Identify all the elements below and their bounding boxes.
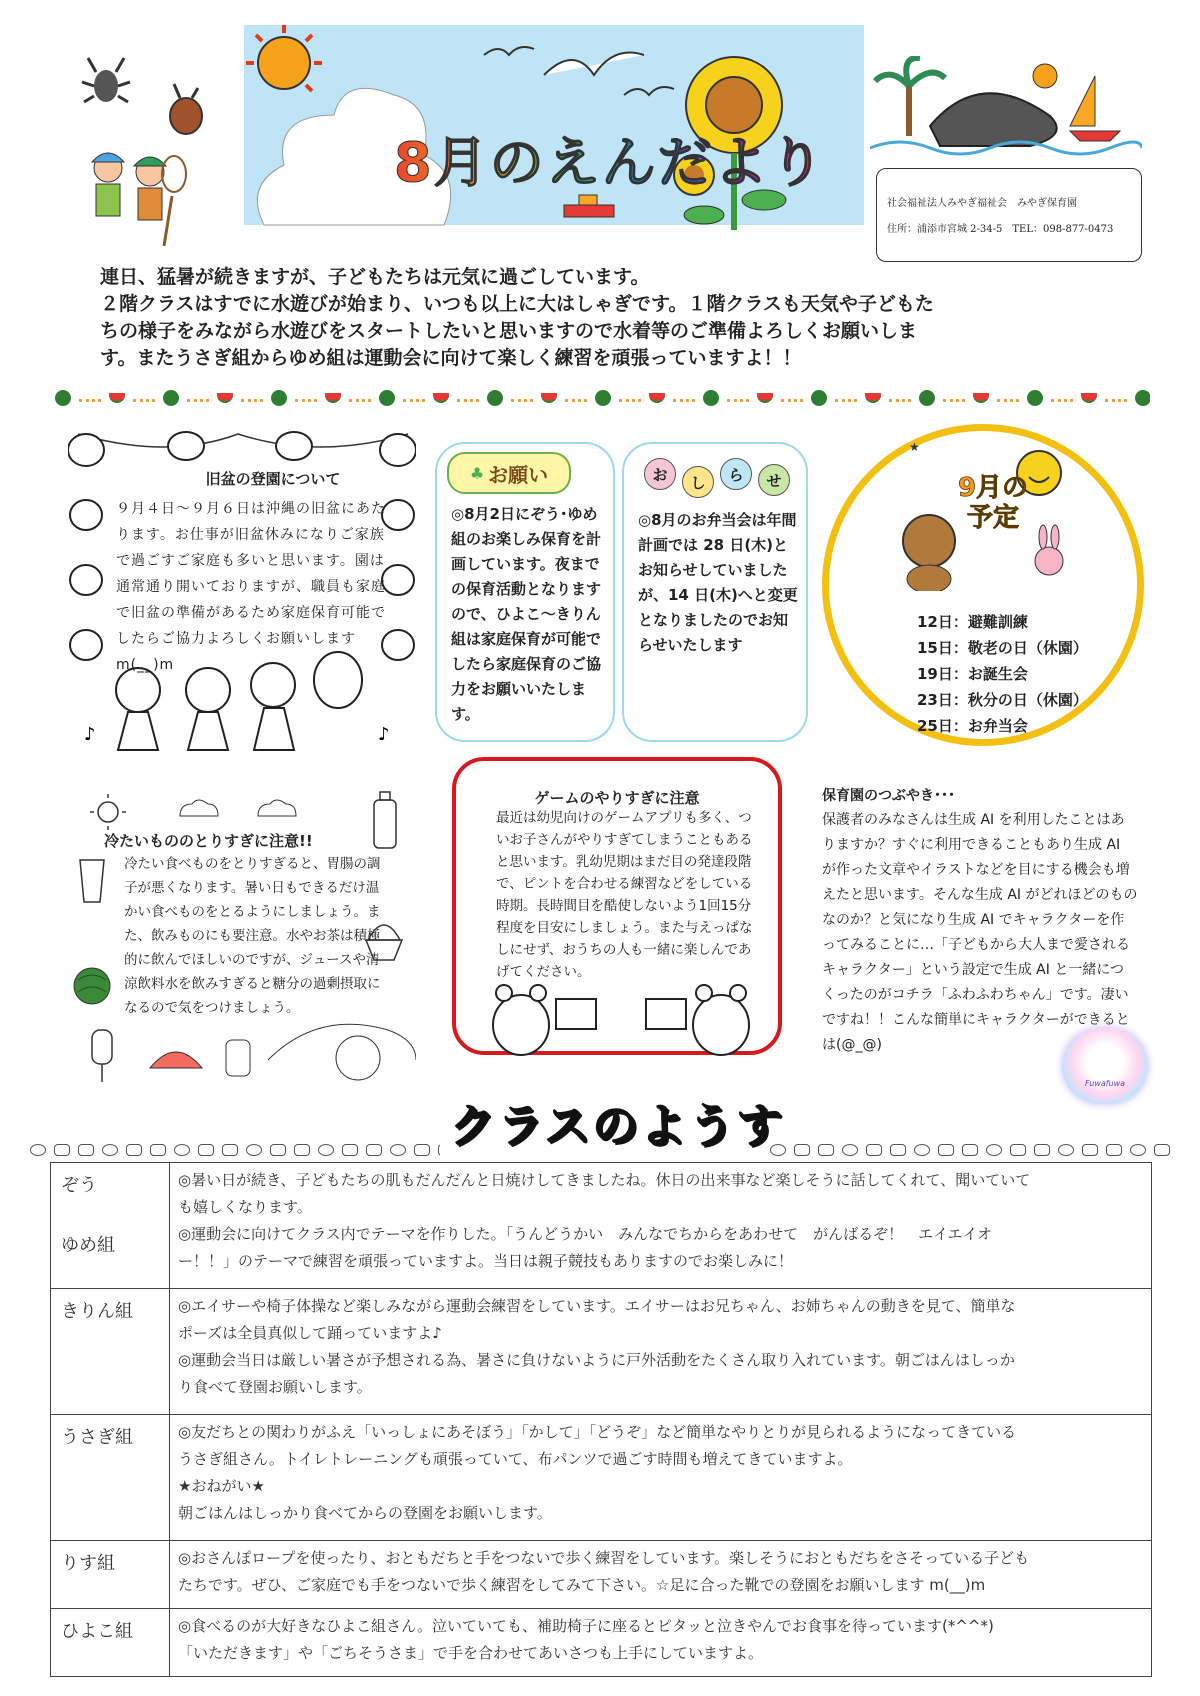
- doodle-divider-right: [770, 1140, 1170, 1160]
- class-name-cell: [51, 1541, 170, 1609]
- watermelon-slice-icon: [1081, 393, 1097, 403]
- watermelon-icon: [1027, 390, 1043, 406]
- table-row: [51, 1541, 1152, 1609]
- doodle-icon: [342, 1144, 358, 1156]
- divider-dots: [727, 395, 749, 402]
- notice-body: ◎8月のお弁当会は年間計画では 28 日(木)とお知らせしていましたが、14 日(木)へと変更となりましたのでお知らせいたします: [638, 511, 798, 654]
- request-body: ◎8月2日にぞう･ゆめ組のお楽しみ保育を計画しています。夜までの保育活動となりますので、ひよこ～きりん組は家庭保育が可能でしたら家庭保育のご協力をお願いいたします。: [451, 505, 602, 723]
- watermelon-divider: [55, 388, 1150, 408]
- tanuki-icon: [903, 515, 955, 591]
- org-info-box: [876, 168, 1142, 262]
- org-name: 社会福祉法人みやぎ福祉会 みやぎ保育園: [887, 198, 1077, 209]
- class-body-cell: [170, 1415, 1152, 1541]
- doodle-icon: [1130, 1144, 1146, 1156]
- game-heading: ゲームのやりすぎに注意: [534, 789, 700, 807]
- doodle-icon: [962, 1144, 978, 1156]
- bear-icon: [693, 995, 749, 1055]
- divider-dots: [349, 395, 371, 402]
- divider-dots: [835, 395, 857, 402]
- notice-badge-char: ら: [720, 458, 752, 490]
- class-body-cell: [170, 1289, 1152, 1415]
- september-badge: 9月の予定: [957, 473, 1029, 533]
- watermelon-slice-icon: [433, 393, 449, 403]
- class-name-cell: [51, 1415, 170, 1541]
- intro-line: す。またうさぎ組からゆめ組は運動会に向けて楽しく練習を頑張っていますよ！！: [100, 347, 802, 369]
- request-box: [435, 442, 615, 742]
- watermelon-slice-icon: [973, 393, 989, 403]
- divider-dots: [943, 395, 965, 402]
- monitor-icon: [556, 999, 596, 1029]
- class-line: ◎食べるのが大好きなひよこ組さん。泣いていても、補助椅子に座るとピタッと泣きやんでお食事を待っています(*^^*): [178, 1617, 994, 1635]
- fuwafuwa-mascot: [1062, 1028, 1148, 1104]
- doodle-icon: [1082, 1144, 1098, 1156]
- watermelon-icon: [1135, 390, 1150, 406]
- obon-heading: 旧盆の登園について: [205, 470, 341, 488]
- september-item: 23日：秋分の日（休園）: [917, 691, 1088, 709]
- table-row: [51, 1289, 1152, 1415]
- watermelon-slice-icon: [757, 393, 773, 403]
- class-line: ◎運動会に向けてクラス内でテーマを作りした。「うんどうかい みんなでちからをあわせて がんばるぞ！ エイエイオ: [178, 1225, 993, 1243]
- whale-island-illustration: [870, 56, 1142, 166]
- intro-message: [100, 264, 1130, 372]
- doodle-icon: [222, 1144, 238, 1156]
- cloud-outline-icon: [180, 800, 218, 816]
- class-name: うさぎ組: [61, 1427, 133, 1448]
- doodle-icon: [842, 1144, 858, 1156]
- class-line: ◎エイサーや椅子体操など楽しみながら運動会練習をしています。エイサーはお兄ちゃん、お姉ちゃんの動きを見て、簡単な: [178, 1297, 1016, 1315]
- divider-dots: [565, 395, 587, 402]
- doodle-icon: [102, 1144, 118, 1156]
- intro-line: ちの様子をみながら水遊びをスタートしたいと思いますので水着等のご準備よろしくお願いしま: [100, 320, 918, 342]
- doodle-icon: [198, 1144, 214, 1156]
- class-body-cell: [170, 1541, 1152, 1609]
- class-line: ポーズは全員真似して踊っていますよ♪: [178, 1324, 442, 1342]
- can-icon: [226, 1040, 250, 1076]
- divider-dots: [241, 395, 263, 402]
- class-name: ゆめ組: [61, 1235, 115, 1256]
- class-name: きりん組: [61, 1301, 133, 1322]
- summer-kids-illustration: [80, 56, 240, 246]
- doodle-icon: [818, 1144, 834, 1156]
- sun-outline-icon: [90, 794, 126, 830]
- september-list: [917, 609, 1088, 739]
- watermelon-slice-icon: [541, 393, 557, 403]
- notice-badge: [644, 458, 790, 498]
- popsicle-icon: [92, 1030, 112, 1082]
- watermelon-slice-icon: [217, 393, 233, 403]
- class-line: 朝ごはんはしっかり食べてからの登園をお願いします。: [178, 1504, 552, 1522]
- small-sun-icon: [1033, 64, 1057, 88]
- doodle-icon: [794, 1144, 810, 1156]
- doodle-icon: [890, 1144, 906, 1156]
- notice-badge-char: し: [682, 466, 714, 498]
- class-line: ◎運動会当日は厳しい暑さが予想される為、暑さに負けないように戸外活動をたくさん取り入れています。朝ごはんはしっか: [178, 1351, 1015, 1369]
- watermelon-icon: [487, 390, 503, 406]
- divider-dots: [619, 395, 641, 402]
- doodle-icon: [390, 1144, 406, 1156]
- watermelon-icon: [271, 390, 287, 406]
- divider-dots: [1051, 395, 1073, 402]
- watermelon-slice-icon: [325, 393, 341, 403]
- divider-dots: [79, 395, 101, 402]
- doodle-icon: [1154, 1144, 1170, 1156]
- obon-section: [68, 420, 416, 780]
- mascot-caption: Fuwafuwa: [1084, 1079, 1126, 1088]
- monitor-icon: [646, 999, 686, 1029]
- stag-beetle-icon: [82, 58, 130, 102]
- watermelon-icon: [703, 390, 719, 406]
- bears-gaming-illustration: [486, 979, 756, 1057]
- doodle-icon: [54, 1144, 70, 1156]
- cloud-outline-icon: [258, 800, 296, 816]
- drink-cup-icon: [80, 860, 104, 902]
- class-name: ひよこ組: [61, 1621, 133, 1642]
- watermelon-icon: [811, 390, 827, 406]
- doodle-icon: [246, 1144, 262, 1156]
- class-section-title: クラスのようす: [450, 1099, 785, 1153]
- notice-box: [622, 442, 808, 742]
- september-schedule: [822, 424, 1144, 746]
- doodle-icon: [1058, 1144, 1074, 1156]
- class-name-cell: [51, 1609, 170, 1677]
- watermelon-icon: [919, 390, 935, 406]
- september-item: 15日：敬老の日（休園）: [917, 639, 1088, 657]
- doodle-icon: [78, 1144, 94, 1156]
- table-row: [51, 1415, 1152, 1541]
- sailboat-icon: [1070, 76, 1120, 141]
- class-line: ★おねがい★: [178, 1477, 265, 1495]
- class-line: うさぎ組さん。トイレトレーニングも頑張っていて、布パンツで過ごす時間も増えてきていますよ。: [178, 1450, 853, 1468]
- doodle-icon: [914, 1144, 930, 1156]
- class-line: 「いただきます」や「ごちそうさま」で手を合わせてあいさつも上手にしていますよ。: [178, 1644, 764, 1662]
- doodle-icon: [986, 1144, 1002, 1156]
- divider-dots: [673, 395, 695, 402]
- divider-dots: [187, 395, 209, 402]
- tweet-heading: 保育園のつぶやき･･･: [822, 788, 955, 804]
- doodle-icon: [866, 1144, 882, 1156]
- intro-line: ２階クラスはすでに水遊びが始まり、いつも以上に大はしゃぎです。１階クラスも天気や子どもた: [100, 293, 934, 315]
- header-banner: [244, 25, 864, 255]
- september-item: 25日：お弁当会: [917, 717, 1028, 735]
- doodle-icon: [30, 1144, 46, 1156]
- class-name: りす組: [61, 1553, 115, 1574]
- kids-with-net-icon: [92, 153, 186, 246]
- class-line: たちです。ぜひ、ご家庭でも手をつないで歩く練習をしてみて下さい。☆足に合った靴での登園をお願いします m(__)m: [178, 1576, 986, 1594]
- class-line: ー！！」のテーマで練習を頑張っていますよ。当日は親子競技もありますのでお楽しみに！: [178, 1252, 794, 1270]
- game-warning-box: [452, 757, 782, 1055]
- bottle-icon: [374, 792, 396, 848]
- boat-icon: [564, 195, 614, 217]
- table-row: [51, 1609, 1152, 1677]
- divider-dots: [133, 395, 155, 402]
- class-line: り食べて登園お願いします。: [178, 1378, 372, 1396]
- doodle-divider-left: [30, 1140, 440, 1160]
- notice-badge-char: せ: [758, 464, 790, 496]
- doodle-icon: [1010, 1144, 1026, 1156]
- doodle-icon: [150, 1144, 166, 1156]
- request-badge: [447, 452, 571, 494]
- music-note-icon: ♪: [84, 724, 96, 745]
- music-note-icon: ♪: [378, 724, 390, 745]
- divider-dots: [889, 395, 911, 402]
- intro-line: 連日、猛暑が続きますが、子どもたちは元気に過ごしています。: [100, 266, 650, 288]
- doodle-icon: [770, 1144, 786, 1156]
- cold-foods-section: [68, 790, 416, 1090]
- watermelon-icon: [379, 390, 395, 406]
- watermelon-icon: [55, 390, 71, 406]
- notice-badge-char: お: [644, 458, 676, 490]
- org-address: 住所：浦添市宮城 2-34-5 TEL：098-877-0473: [887, 224, 1114, 235]
- doodle-icon: [1106, 1144, 1122, 1156]
- star-icon: ★: [909, 441, 920, 454]
- divider-dots: [457, 395, 479, 402]
- cold-foods-heading: 冷たいもののとりすぎに注意!!: [104, 832, 313, 850]
- tweet-body: 保護者のみなさんは生成 AI を利用したことはありますか？すぐに利用できることもあり生成 AI が作った文章やイラストなどを目にする機会も増えたと思います。そんな生成 AI がどれほどのものなのか？と気になり生成 AI でキャラクターを作ってみることに…「子どもから大人まで愛されるキャラクター」という設定で生成 AI と一緒につくったのがコチラ「ふわふわちゃん」です。凄いですね！！こんな簡単にキャラクターができるとは(@_@): [822, 812, 1138, 1053]
- banner-title-text: 8月のえんだより: [394, 131, 826, 194]
- doodle-icon: [270, 1144, 286, 1156]
- divider-dots: [295, 395, 317, 402]
- watermelon-icon: [74, 968, 110, 1004]
- class-table: [50, 1162, 1152, 1677]
- divider-dots: [781, 395, 803, 402]
- watermelon-slice-icon: [865, 393, 881, 403]
- doodle-icon: [366, 1144, 382, 1156]
- divider-dots: [1105, 395, 1127, 402]
- class-name-cell: [51, 1163, 170, 1289]
- watermelon-icon: [163, 390, 179, 406]
- doodle-icon: [318, 1144, 334, 1156]
- september-item: 12日：避難訓練: [917, 613, 1028, 631]
- doodle-icon: [174, 1144, 190, 1156]
- class-body-cell: [170, 1163, 1152, 1289]
- class-line: ◎おさんぽロープを使ったり、おともだちと手をつないで歩く練習をしています。楽しそうにおともだちをさそっている子ども: [178, 1549, 1030, 1567]
- doodle-icon: [126, 1144, 142, 1156]
- doodle-icon: [438, 1144, 440, 1156]
- table-row: [51, 1163, 1152, 1289]
- banner-title: [394, 120, 826, 197]
- request-badge-label: お願い: [488, 462, 549, 487]
- obon-body: ９月４日～９月６日は沖縄の旧盆にあたります。お仕事が旧盆休みになりご家族で過ごすご家庭も多いと思います。園は通常通り開いておりますが、職員も家庭で旧盆の準備があるため家庭保育可能でしたらご協力よろしくお願いします m(__)m: [116, 501, 386, 673]
- waves-icon: [870, 142, 1142, 154]
- whale-icon: [930, 93, 1057, 146]
- watermelon-slice-icon: [109, 393, 125, 403]
- doodle-icon: [414, 1144, 430, 1156]
- watermelon-slice-icon: [649, 393, 665, 403]
- cold-foods-body: 冷たい食べものをとりすぎると、胃腸の調子が悪くなります。暑い日もできるだけ温かい食べものをとるようにしましょう。また、飲みものにも要注意。水やお茶は積極的に飲んでほしいのですが、ジュースや清涼飲料水を飲みすぎると糖分の過剰摂取になるので気をつけましょう。: [124, 856, 381, 1016]
- watermelon-icon: [595, 390, 611, 406]
- doodle-icon: [294, 1144, 310, 1156]
- divider-dots: [403, 395, 425, 402]
- class-line: も嬉しくなります。: [178, 1198, 312, 1216]
- divider-dots: [511, 395, 533, 402]
- september-item: 19日：お誕生会: [917, 665, 1028, 683]
- rhinoceros-beetle-icon: [170, 84, 202, 134]
- seagull-icon: [484, 47, 674, 95]
- doodle-icon: [938, 1144, 954, 1156]
- class-name: ぞう: [61, 1175, 97, 1196]
- watermelon-slice-icon: [150, 1052, 202, 1068]
- child-face-icon: [336, 1036, 380, 1080]
- class-name-cell: [51, 1289, 170, 1415]
- bear-icon: [493, 995, 549, 1055]
- rabbit-icon: [1035, 525, 1063, 575]
- class-line: ◎友だちとの関わりがふえ「いっしょにあそぼう」「かして」「どうぞ」など簡単なやりとりが見られるようになってきている: [178, 1423, 1017, 1441]
- doodle-icon: [1034, 1144, 1050, 1156]
- divider-dots: [997, 395, 1019, 402]
- class-body-cell: [170, 1609, 1152, 1677]
- class-line: ◎暑い日が続き、子どもたちの肌もだんだんと日焼けしてきましたね。休日の出来事など楽しそうに話してくれて、聞いていて: [178, 1171, 1031, 1189]
- sun-icon: [246, 25, 322, 91]
- clover-icon: ♣: [469, 463, 485, 483]
- game-body: 最近は幼児向けのゲームアプリも多く、ついお子さんがやりすぎてしまうこともあると思います。乳幼児期はまだ目の発達段階で、ピントを合わせる練習などをしている時期。長時間目を酷使しないよう1回15分程度を目安にしましょう。また与えっぱなしにせず、おうちの人も一緒に楽しんであげてください。: [496, 810, 753, 980]
